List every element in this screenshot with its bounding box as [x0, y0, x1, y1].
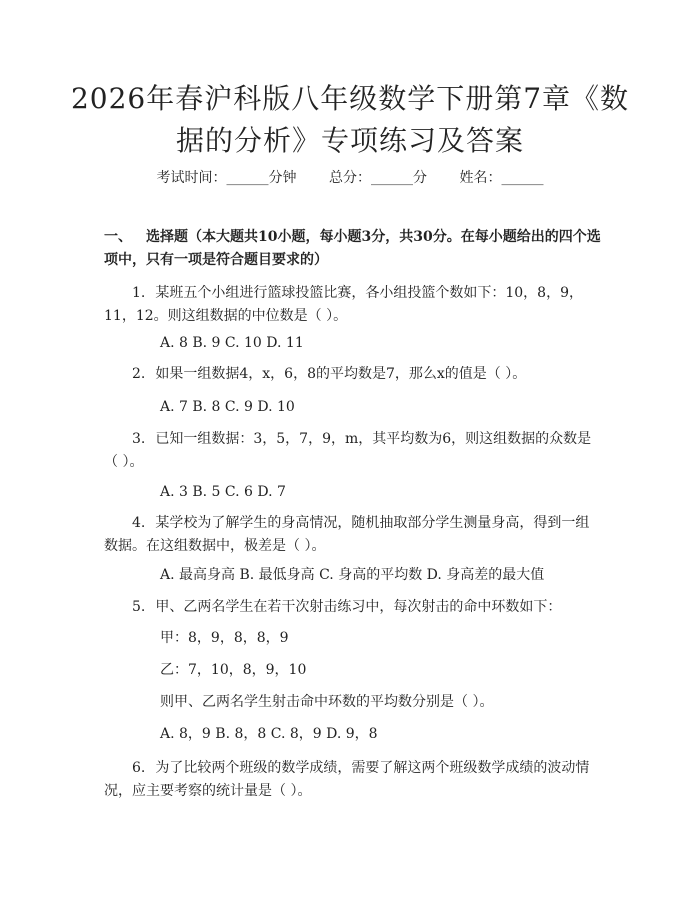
question-6	[104, 757, 600, 803]
student-name: 姓名：______	[459, 170, 544, 186]
question-number: 5.	[132, 599, 146, 615]
section-number: 一、	[104, 229, 132, 245]
question-5-followup: 则甲、乙两名学生射击命中环数的平均数分别是（ ）。	[160, 694, 494, 710]
question-number: 4.	[132, 515, 146, 531]
question-1	[104, 282, 600, 328]
question-text: 某学校为了解学生的身高情况，随机抽取部分学生测量身高，得到一组数据。在这组数据中，极差是（ ）。	[104, 515, 590, 554]
question-4	[104, 512, 600, 558]
question-text: 如果一组数据4，x，6，8的平均数是7，那么x的值是（ ）。	[155, 366, 527, 382]
exam-meta	[0, 168, 700, 188]
question-number: 2.	[132, 366, 146, 382]
question-text: 甲、乙两名学生在若干次射击练习中，每次射击的命中环数如下：	[155, 599, 562, 615]
section-text: 选择题（本大题共10小题，每小题3分，共30分。在每小题给出的四个选项中，只有一项是符合题目要求的）	[104, 229, 601, 268]
question-5-options: A. 8，9 B. 8，8 C. 8，9 D. 9，8	[160, 726, 378, 742]
question-5-data-a: 甲：8，9，8，8，9	[160, 630, 289, 646]
question-3	[104, 428, 600, 474]
question-number: 1.	[132, 285, 146, 301]
exam-time: 考试时间：______分钟	[156, 170, 297, 186]
question-number: 6.	[132, 760, 146, 776]
question-text: 已知一组数据：3，5，7，9，m，其平均数为6，则这组数据的众数是（ ）。	[104, 431, 592, 470]
question-2	[104, 363, 600, 386]
question-5	[104, 596, 600, 619]
question-number: 3.	[132, 431, 146, 447]
question-3-options: A. 3 B. 5 C. 6 D. 7	[160, 484, 286, 500]
question-5-data-b: 乙：7，10，8，9，10	[160, 662, 307, 678]
question-2-options: A. 7 B. 8 C. 9 D. 10	[160, 399, 295, 415]
question-1-options: A. 8 B. 9 C. 10 D. 11	[160, 335, 304, 351]
question-text: 某班五个小组进行篮球投篮比赛，各小组投篮个数如下：10，8，9，11，12。则这组数据的中位数是（ ）。	[104, 285, 583, 324]
page-title: 2026年春沪科版八年级数学下册第7章《数据的分析》专项练习及答案	[70, 82, 630, 157]
section-heading	[104, 226, 604, 272]
question-text: 为了比较两个班级的数学成绩，需要了解这两个班级数学成绩的波动情况，应主要考察的统计量是（ ）。	[104, 760, 590, 799]
exam-score: 总分：______分	[329, 170, 427, 186]
question-4-options: A. 最高身高 B. 最低身高 C. 身高的平均数 D. 身高差的最大值	[160, 567, 545, 583]
